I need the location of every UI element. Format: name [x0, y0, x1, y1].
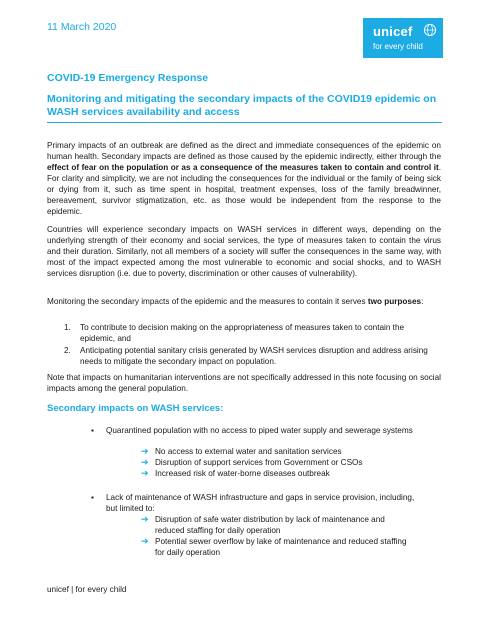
bullet-item: ▪ Lack of maintenance of WASH infrastructure and gaps in service provision, including, but limited to:: [91, 493, 415, 513]
paragraph-note: Note that impacts on humanitarian interventions are not specifically addressed in this note focusing on social impacts among the general population.: [47, 373, 441, 393]
list-item: 1. To contribute to decision making on the appropriateness of measures taken to contain the epidemic, and: [64, 323, 405, 343]
arrow-right-icon: ➔: [141, 446, 149, 456]
globe-icon: [423, 23, 437, 37]
sub-bullet-item: ➔ Potential sewer overflow by lake of maintenance and reduced staffing for daily operation: [141, 536, 407, 557]
sub-bullet-item: ➔ No access to external water and sanitation services: [141, 446, 342, 456]
arrow-right-icon: ➔: [141, 514, 149, 524]
page-footer: unicef | for every child: [47, 585, 127, 594]
bullet-icon: ▪: [91, 493, 94, 502]
arrow-right-icon: ➔: [141, 536, 149, 546]
emphasis-text: effect of fear on the population or as a consequence of the measures taken to contain and control it: [47, 163, 439, 172]
sub-bullet-item: ➔ Increased risk of water-borne diseases outbreak: [141, 468, 330, 478]
paragraph-primary-impacts: Primary impacts of an outbreak are defined as the direct and immediate consequences of the epidemic on human health. Secondary impacts are defined as those caused by the epidemic indirectly, either through the effect of fear on the population or as a consequence of the measures taken to contain and control it. For clarity and simplicity, we are not including the consequences for the individual or the family of being sick or dying from it, such as time spent in hospital, treatment expenses, loss of the family breadwinner, bereavement, survivor stigmatization, etc. as those would be independent from the response to the epidemic.: [47, 141, 441, 216]
document-subtitle: Monitoring and mitigating the secondary impacts of the COVID19 epidemic on WASH services availability and access: [47, 93, 437, 118]
section-heading: Secondary impacts on WASH services:: [47, 403, 224, 414]
sub-bullet-item: ➔ Disruption of safe water distribution by lack of maintenance and reduced staffing for daily operation: [141, 514, 385, 535]
paragraph-monitoring: Monitoring the secondary impacts of the epidemic and the measures to contain it serves two purposes:: [47, 297, 424, 306]
emphasis-two-purposes: two purposes: [367, 297, 422, 306]
bullet-item: ▪ Quarantined population with no access to piped water supply and sewerage systems: [91, 426, 413, 435]
document-date: 11 March 2020: [47, 21, 117, 33]
purposes-list: [58, 322, 438, 368]
arrow-right-icon: ➔: [141, 468, 149, 478]
unicef-logo: [363, 18, 443, 58]
arrow-right-icon: ➔: [141, 457, 149, 467]
document-title: COVID-19 Emergency Response: [47, 72, 209, 84]
list-item: 2. Anticipating potential sanitary crisis generated by WASH services disruption and address arising needs to mitigate the secondary impact on population.: [64, 346, 428, 366]
paragraph-country-experience: Countries will experience secondary impacts on WASH services in different ways, depending on the underlying strength of their economy and social services, the type of measures taken to contain the virus and their duration. Similarly, not all members of a society will suffer the consequences in the same way, with most of the impact expected among the most vulnerable to economic and social shocks, and to WASH services disruption (i.e. due to poverty, discrimination or other causes of vulnerability).: [47, 225, 441, 278]
title-divider: [47, 122, 442, 123]
bullet-icon: ▪: [91, 426, 94, 435]
sub-bullet-item: ➔ Disruption of support services from Government or CSOs: [141, 457, 363, 467]
logo-wordmark: unicef: [373, 24, 413, 39]
logo-tagline: for every child: [373, 42, 423, 51]
